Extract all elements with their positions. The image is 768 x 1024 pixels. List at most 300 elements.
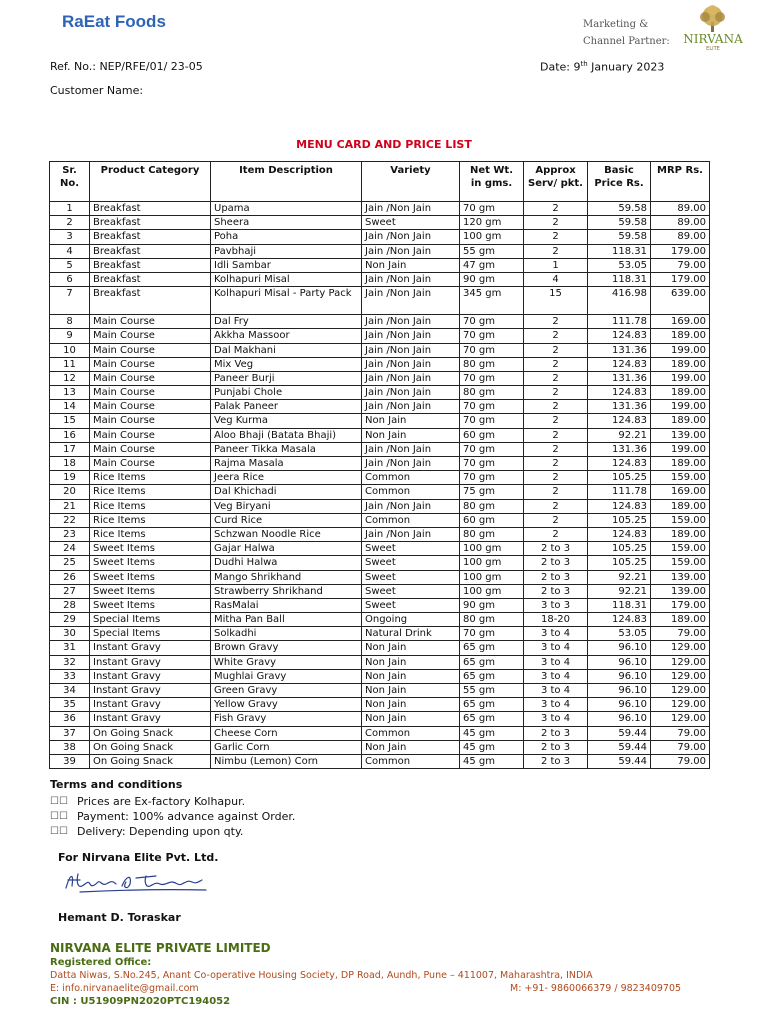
table-row xyxy=(50,726,710,740)
cell-category: On Going Snack xyxy=(90,726,211,740)
cell-item: Pavbhaji xyxy=(211,244,362,258)
cell-serv: 2 xyxy=(524,386,588,400)
cell-net-wt: 80 gm xyxy=(460,357,524,371)
cell-variety: Jain /Non Jain xyxy=(362,244,460,258)
cell-item: Paneer Tikka Masala xyxy=(211,442,362,456)
cell-category: Breakfast xyxy=(90,258,211,272)
cell-net-wt: 70 gm xyxy=(460,414,524,428)
terms-section xyxy=(50,778,295,839)
cell-item: Brown Gravy xyxy=(211,641,362,655)
footer-address: Datta Niwas, S.No.245, Anant Co-operative Housing Society, DP Road, Aundh, Pune – 411007, Maharashtra, INDIA xyxy=(50,970,593,981)
table-row xyxy=(50,641,710,655)
cell-variety: Non Jain xyxy=(362,684,460,698)
table-row xyxy=(50,669,710,683)
cell-net-wt: 80 gm xyxy=(460,386,524,400)
brand-name: RaEat Foods xyxy=(62,12,166,31)
cell-serv: 2 xyxy=(524,329,588,343)
cell-serv: 4 xyxy=(524,272,588,286)
cell-basic: 92.21 xyxy=(588,570,651,584)
cell-item: Curd Rice xyxy=(211,513,362,527)
cell-serv: 2 xyxy=(524,343,588,357)
table-row xyxy=(50,202,710,216)
table-row xyxy=(50,471,710,485)
cell-mrp: 179.00 xyxy=(651,244,710,258)
table-row xyxy=(50,258,710,272)
cell-category: Main Course xyxy=(90,357,211,371)
cell-sr: 39 xyxy=(50,754,90,768)
cell-net-wt: 70 gm xyxy=(460,315,524,329)
cell-category: Rice Items xyxy=(90,499,211,513)
cell-category: Main Course xyxy=(90,414,211,428)
table-row xyxy=(50,542,710,556)
cell-category: Sweet Items xyxy=(90,598,211,612)
cell-mrp: 89.00 xyxy=(651,230,710,244)
cell-serv: 2 xyxy=(524,513,588,527)
cell-basic: 111.78 xyxy=(588,485,651,499)
cell-net-wt: 65 gm xyxy=(460,712,524,726)
document-date xyxy=(540,60,664,74)
table-row xyxy=(50,740,710,754)
cell-sr: 9 xyxy=(50,329,90,343)
cell-sr: 1 xyxy=(50,202,90,216)
cell-item: Dudhi Halwa xyxy=(211,556,362,570)
cell-category: Special Items xyxy=(90,627,211,641)
cell-mrp: 79.00 xyxy=(651,726,710,740)
cell-variety: Sweet xyxy=(362,584,460,598)
cell-serv: 2 xyxy=(524,485,588,499)
cell-sr: 19 xyxy=(50,471,90,485)
footer-cin: CIN : U51909PN2020PTC194052 xyxy=(50,996,231,1007)
tree-icon xyxy=(700,5,725,32)
cell-serv: 2 xyxy=(524,442,588,456)
cell-sr: 29 xyxy=(50,613,90,627)
cell-item: Veg Kurma xyxy=(211,414,362,428)
cell-mrp: 199.00 xyxy=(651,371,710,385)
cell-basic: 96.10 xyxy=(588,641,651,655)
cell-category: Main Course xyxy=(90,343,211,357)
cell-item: Strawberry Shrikhand xyxy=(211,584,362,598)
terms-title: Terms and conditions xyxy=(50,778,183,791)
cell-variety: Jain /Non Jain xyxy=(362,343,460,357)
table-row xyxy=(50,400,710,414)
cell-basic: 131.36 xyxy=(588,371,651,385)
cell-sr: 3 xyxy=(50,230,90,244)
cell-sr: 21 xyxy=(50,499,90,513)
cell-serv: 2 xyxy=(524,499,588,513)
cell-net-wt: 45 gm xyxy=(460,740,524,754)
cell-net-wt: 65 gm xyxy=(460,655,524,669)
cell-variety: Non Jain xyxy=(362,428,460,442)
cell-basic: 124.83 xyxy=(588,357,651,371)
footer-company: NIRVANA ELITE PRIVATE LIMITED xyxy=(50,941,271,955)
cell-sr: 34 xyxy=(50,684,90,698)
cell-net-wt: 70 gm xyxy=(460,442,524,456)
cell-category: Breakfast xyxy=(90,244,211,258)
cell-basic: 59.58 xyxy=(588,216,651,230)
cell-sr: 8 xyxy=(50,315,90,329)
cell-serv: 2 to 3 xyxy=(524,570,588,584)
cell-serv: 3 to 4 xyxy=(524,655,588,669)
cell-sr: 28 xyxy=(50,598,90,612)
cell-variety: Common xyxy=(362,485,460,499)
terms-item xyxy=(50,824,295,839)
cell-serv: 2 xyxy=(524,428,588,442)
cell-variety: Non Jain xyxy=(362,641,460,655)
cell-basic: 96.10 xyxy=(588,698,651,712)
cell-variety: Jain /Non Jain xyxy=(362,499,460,513)
cell-item: Solkadhi xyxy=(211,627,362,641)
cell-variety: Sweet xyxy=(362,556,460,570)
cell-category: Rice Items xyxy=(90,527,211,541)
terms-item-text: Delivery: Depending upon qty. xyxy=(77,825,244,838)
cell-net-wt: 65 gm xyxy=(460,641,524,655)
col-header-item: Item Description xyxy=(211,162,362,202)
cell-mrp: 129.00 xyxy=(651,684,710,698)
cell-category: Breakfast xyxy=(90,230,211,244)
cell-variety: Jain /Non Jain xyxy=(362,272,460,286)
cell-item: Cheese Corn xyxy=(211,726,362,740)
cell-category: Main Course xyxy=(90,315,211,329)
table-header-row xyxy=(50,162,710,202)
cell-basic: 105.25 xyxy=(588,513,651,527)
cell-category: Instant Gravy xyxy=(90,698,211,712)
cell-category: Sweet Items xyxy=(90,570,211,584)
cell-category: Instant Gravy xyxy=(90,641,211,655)
table-row xyxy=(50,556,710,570)
cell-serv: 2 xyxy=(524,244,588,258)
cell-mrp: 139.00 xyxy=(651,584,710,598)
cell-item: Mitha Pan Ball xyxy=(211,613,362,627)
cell-sr: 11 xyxy=(50,357,90,371)
cell-mrp: 199.00 xyxy=(651,343,710,357)
table-row xyxy=(50,414,710,428)
cell-mrp: 89.00 xyxy=(651,216,710,230)
table-row xyxy=(50,287,710,315)
cell-serv: 2 to 3 xyxy=(524,754,588,768)
cell-basic: 118.31 xyxy=(588,272,651,286)
cell-mrp: 639.00 xyxy=(651,287,710,315)
cell-variety: Non Jain xyxy=(362,414,460,428)
cell-serv: 2 to 3 xyxy=(524,726,588,740)
signature-image xyxy=(60,866,210,898)
cell-category: Special Items xyxy=(90,613,211,627)
cell-serv: 3 to 4 xyxy=(524,669,588,683)
cell-sr: 6 xyxy=(50,272,90,286)
cell-sr: 10 xyxy=(50,343,90,357)
cell-net-wt: 70 gm xyxy=(460,457,524,471)
cell-mrp: 79.00 xyxy=(651,754,710,768)
table-row xyxy=(50,684,710,698)
cell-serv: 3 to 4 xyxy=(524,627,588,641)
cell-sr: 4 xyxy=(50,244,90,258)
cell-sr: 35 xyxy=(50,698,90,712)
table-row xyxy=(50,329,710,343)
cell-basic: 53.05 xyxy=(588,258,651,272)
cell-variety: Non Jain xyxy=(362,712,460,726)
cell-serv: 3 to 4 xyxy=(524,684,588,698)
cell-serv: 2 xyxy=(524,315,588,329)
cell-net-wt: 345 gm xyxy=(460,287,524,315)
cell-net-wt: 60 gm xyxy=(460,513,524,527)
cell-basic: 124.83 xyxy=(588,329,651,343)
cell-sr: 20 xyxy=(50,485,90,499)
cell-variety: Non Jain xyxy=(362,669,460,683)
cell-sr: 27 xyxy=(50,584,90,598)
cell-net-wt: 70 gm xyxy=(460,371,524,385)
cell-serv: 2 xyxy=(524,457,588,471)
cell-basic: 111.78 xyxy=(588,315,651,329)
cell-category: Main Course xyxy=(90,329,211,343)
footer-registered-office: Registered Office: xyxy=(50,957,152,968)
cell-category: Rice Items xyxy=(90,471,211,485)
cell-category: Main Course xyxy=(90,457,211,471)
cell-mrp: 159.00 xyxy=(651,471,710,485)
cell-basic: 124.83 xyxy=(588,414,651,428)
cell-item: Aloo Bhaji (Batata Bhaji) xyxy=(211,428,362,442)
cell-variety: Jain /Non Jain xyxy=(362,315,460,329)
cell-mrp: 159.00 xyxy=(651,556,710,570)
cell-net-wt: 120 gm xyxy=(460,216,524,230)
cell-variety: Jain /Non Jain xyxy=(362,202,460,216)
table-row xyxy=(50,655,710,669)
cell-serv: 2 xyxy=(524,202,588,216)
cell-net-wt: 100 gm xyxy=(460,570,524,584)
cell-item: Mango Shrikhand xyxy=(211,570,362,584)
table-row xyxy=(50,698,710,712)
terms-item xyxy=(50,809,295,824)
cell-net-wt: 80 gm xyxy=(460,499,524,513)
cell-variety: Jain /Non Jain xyxy=(362,386,460,400)
cell-sr: 36 xyxy=(50,712,90,726)
footer-email: E: info.nirvanaelite@gmail.com xyxy=(50,983,199,994)
cell-basic: 118.31 xyxy=(588,598,651,612)
cell-net-wt: 70 gm xyxy=(460,471,524,485)
cell-variety: Common xyxy=(362,726,460,740)
cell-item: Upama xyxy=(211,202,362,216)
cell-category: Rice Items xyxy=(90,513,211,527)
cell-mrp: 189.00 xyxy=(651,613,710,627)
cell-mrp: 129.00 xyxy=(651,712,710,726)
cell-category: Instant Gravy xyxy=(90,669,211,683)
cell-mrp: 159.00 xyxy=(651,513,710,527)
cell-basic: 59.44 xyxy=(588,740,651,754)
cell-basic: 96.10 xyxy=(588,712,651,726)
cell-net-wt: 70 gm xyxy=(460,202,524,216)
cell-category: Rice Items xyxy=(90,485,211,499)
table-row xyxy=(50,428,710,442)
cell-basic: 92.21 xyxy=(588,584,651,598)
cell-serv: 2 xyxy=(524,471,588,485)
cell-item: Poha xyxy=(211,230,362,244)
cell-net-wt: 90 gm xyxy=(460,598,524,612)
cell-item: Schzwan Noodle Rice xyxy=(211,527,362,541)
partner-label-line1: Marketing & xyxy=(583,19,649,30)
cell-net-wt: 45 gm xyxy=(460,754,524,768)
cell-variety: Natural Drink xyxy=(362,627,460,641)
cell-net-wt: 80 gm xyxy=(460,613,524,627)
partner-label xyxy=(583,16,675,50)
cell-net-wt: 100 gm xyxy=(460,230,524,244)
cell-mrp: 189.00 xyxy=(651,527,710,541)
table-row xyxy=(50,513,710,527)
cell-sr: 24 xyxy=(50,542,90,556)
col-header-basic: Basic Price Rs. xyxy=(588,162,651,202)
cell-sr: 5 xyxy=(50,258,90,272)
cell-category: Main Course xyxy=(90,400,211,414)
cell-mrp: 179.00 xyxy=(651,598,710,612)
cell-sr: 16 xyxy=(50,428,90,442)
price-table xyxy=(49,161,710,769)
cell-variety: Common xyxy=(362,471,460,485)
cell-serv: 2 xyxy=(524,400,588,414)
table-row xyxy=(50,570,710,584)
cell-serv: 2 xyxy=(524,414,588,428)
cell-basic: 416.98 xyxy=(588,287,651,315)
cell-basic: 105.25 xyxy=(588,471,651,485)
date-suffix: th xyxy=(580,60,588,68)
cell-category: Sweet Items xyxy=(90,542,211,556)
cell-mrp: 89.00 xyxy=(651,202,710,216)
cell-basic: 124.83 xyxy=(588,499,651,513)
table-row xyxy=(50,272,710,286)
cell-variety: Non Jain xyxy=(362,740,460,754)
cell-net-wt: 70 gm xyxy=(460,400,524,414)
cell-item: Dal Khichadi xyxy=(211,485,362,499)
date-rest: January 2023 xyxy=(587,60,665,74)
table-row xyxy=(50,457,710,471)
cell-sr: 13 xyxy=(50,386,90,400)
cell-basic: 131.36 xyxy=(588,400,651,414)
col-header-net-wt: Net Wt. in gms. xyxy=(460,162,524,202)
logo-word: NIRVANA xyxy=(683,32,743,46)
cell-net-wt: 60 gm xyxy=(460,428,524,442)
cell-net-wt: 90 gm xyxy=(460,272,524,286)
signer-name: Hemant D. Toraskar xyxy=(58,911,181,924)
cell-category: Sweet Items xyxy=(90,556,211,570)
cell-basic: 96.10 xyxy=(588,684,651,698)
cell-mrp: 189.00 xyxy=(651,357,710,371)
cell-mrp: 189.00 xyxy=(651,329,710,343)
cell-mrp: 129.00 xyxy=(651,641,710,655)
cell-mrp: 79.00 xyxy=(651,258,710,272)
cell-variety: Non Jain xyxy=(362,258,460,272)
cell-mrp: 169.00 xyxy=(651,485,710,499)
cell-category: Breakfast xyxy=(90,272,211,286)
cell-variety: Sweet xyxy=(362,598,460,612)
cell-mrp: 169.00 xyxy=(651,315,710,329)
terms-item xyxy=(50,794,295,809)
cell-mrp: 129.00 xyxy=(651,669,710,683)
cell-sr: 7 xyxy=(50,287,90,315)
cell-serv: 3 to 4 xyxy=(524,712,588,726)
cell-item: Mix Veg xyxy=(211,357,362,371)
cell-basic: 131.36 xyxy=(588,343,651,357)
for-company: For Nirvana Elite Pvt. Ltd. xyxy=(58,851,219,864)
cell-basic: 96.10 xyxy=(588,669,651,683)
bullet-icon: ☐☐ xyxy=(50,796,68,807)
bullet-icon: ☐☐ xyxy=(50,826,68,837)
cell-net-wt: 45 gm xyxy=(460,726,524,740)
cell-basic: 59.44 xyxy=(588,754,651,768)
cell-variety: Jain /Non Jain xyxy=(362,457,460,471)
cell-serv: 2 to 3 xyxy=(524,556,588,570)
table-row xyxy=(50,244,710,258)
cell-net-wt: 100 gm xyxy=(460,584,524,598)
terms-item-text: Payment: 100% advance against Order. xyxy=(77,810,296,823)
cell-category: On Going Snack xyxy=(90,740,211,754)
table-row xyxy=(50,386,710,400)
cell-mrp: 189.00 xyxy=(651,457,710,471)
cell-category: Main Course xyxy=(90,428,211,442)
cell-item: Veg Biryani xyxy=(211,499,362,513)
cell-sr: 31 xyxy=(50,641,90,655)
cell-item: Kolhapuri Misal - Party Pack xyxy=(211,287,362,315)
cell-serv: 3 to 4 xyxy=(524,641,588,655)
cell-serv: 2 xyxy=(524,216,588,230)
cell-item: Dal Makhani xyxy=(211,343,362,357)
reference-number: Ref. No.: NEP/RFE/01/ 23-05 xyxy=(50,60,203,73)
cell-category: Main Course xyxy=(90,442,211,456)
cell-category: Main Course xyxy=(90,386,211,400)
cell-basic: 131.36 xyxy=(588,442,651,456)
cell-variety: Common xyxy=(362,754,460,768)
cell-variety: Sweet xyxy=(362,542,460,556)
logo-sub: ELITE xyxy=(706,46,720,52)
customer-name-label: Customer Name: xyxy=(50,84,144,97)
cell-variety: Sweet xyxy=(362,570,460,584)
cell-basic: 59.58 xyxy=(588,202,651,216)
cell-basic: 105.25 xyxy=(588,556,651,570)
cell-sr: 32 xyxy=(50,655,90,669)
page-title: MENU CARD AND PRICE LIST xyxy=(296,138,472,151)
cell-item: Palak Paneer xyxy=(211,400,362,414)
cell-variety: Jain /Non Jain xyxy=(362,442,460,456)
cell-net-wt: 55 gm xyxy=(460,244,524,258)
cell-net-wt: 70 gm xyxy=(460,343,524,357)
cell-variety: Jain /Non Jain xyxy=(362,371,460,385)
cell-item: Green Gravy xyxy=(211,684,362,698)
cell-net-wt: 55 gm xyxy=(460,684,524,698)
cell-item: Punjabi Chole xyxy=(211,386,362,400)
table-body xyxy=(50,202,710,769)
cell-category: Sweet Items xyxy=(90,584,211,598)
cell-basic: 105.25 xyxy=(588,542,651,556)
nirvana-logo xyxy=(672,4,754,52)
cell-basic: 124.83 xyxy=(588,613,651,627)
cell-variety: Jain /Non Jain xyxy=(362,230,460,244)
cell-category: Instant Gravy xyxy=(90,712,211,726)
cell-serv: 3 to 4 xyxy=(524,698,588,712)
table-row xyxy=(50,754,710,768)
table-row xyxy=(50,230,710,244)
cell-serv: 2 to 3 xyxy=(524,740,588,754)
cell-variety: Common xyxy=(362,513,460,527)
table-row xyxy=(50,613,710,627)
cell-sr: 14 xyxy=(50,400,90,414)
partner-label-line2: Channel Partner: xyxy=(583,36,670,47)
cell-item: Fish Gravy xyxy=(211,712,362,726)
cell-serv: 18-20 xyxy=(524,613,588,627)
cell-mrp: 199.00 xyxy=(651,442,710,456)
cell-category: Instant Gravy xyxy=(90,684,211,698)
cell-item: Sheera xyxy=(211,216,362,230)
cell-mrp: 79.00 xyxy=(651,627,710,641)
col-header-variety: Variety xyxy=(362,162,460,202)
cell-item: Mughlai Gravy xyxy=(211,669,362,683)
cell-sr: 18 xyxy=(50,457,90,471)
cell-sr: 12 xyxy=(50,371,90,385)
cell-mrp: 179.00 xyxy=(651,272,710,286)
